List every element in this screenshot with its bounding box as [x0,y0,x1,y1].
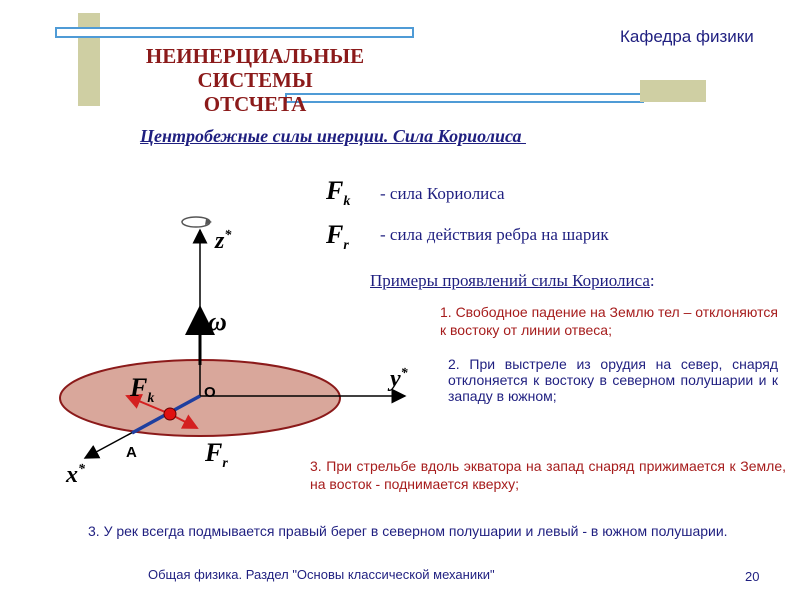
diagram-fk-label [130,373,154,407]
legend-fk-letter: F [326,176,344,205]
examples-heading-colon: : [649,271,655,290]
z-letter: z [215,228,225,254]
y-star: * [400,366,408,381]
footer-text: Общая физика. Раздел "Основы классической механики" [148,567,495,582]
subtitle: Центробежные силы инерции. Сила Кориолиса [140,126,526,146]
y-axis-label [390,366,408,393]
x-axis-label [66,462,85,489]
diagram-fk-sub: k [147,391,155,407]
example-4: 3. У рек всегда подмывается правый берег в северном полушарии и левый - в южном полушарии. [88,523,728,539]
example-1: 1. Свободное падение на Землю тел – отклоняются к востоку от линии отвеса; [440,304,778,338]
example-2: 2. При выстреле из орудия на север, снаряд отклоняется к востоку в северном полушарии и к западу в южном; [448,356,778,404]
deco-blue-bar-top [55,27,414,38]
legend-fr-text: - сила действия ребра на шарик [380,225,609,244]
diagram-fk-letter: F [130,373,148,402]
origin-label: O [204,384,216,401]
legend-fr-letter: F [326,220,344,249]
ball [164,408,176,420]
legend-fk-text: - сила Кориолиса [380,184,505,203]
omega-label: ω [208,307,227,336]
page-title-line2: ОТСЧЕТА [203,92,307,116]
z-axis-label [215,228,231,255]
diagram-fr-letter: F [205,438,223,467]
x-star: * [78,462,85,477]
rotation-arrow-icon [182,217,212,227]
point-a-label: A [126,444,137,461]
examples-heading-text: Примеры проявлений силы Кориолиса [370,271,650,290]
diagram-fr-label [205,438,228,472]
example-3: 3. При стрельбе вдоль экватора на запад снаряд прижимается к Земле, на восток - поднимается кверху; [310,458,786,492]
page-title-line1: НЕИНЕРЦИАЛЬНЫЕ СИСТЕМЫ [145,44,365,92]
y-letter: y [390,366,401,392]
deco-olive-bar-right [640,80,706,102]
x-letter: x [66,462,78,488]
legend-fk-sub: k [343,194,351,210]
z-star: * [224,228,232,243]
department-label: Кафедра физики [620,27,754,46]
page-title [110,44,400,116]
examples-heading [370,271,655,291]
diagram-fr-sub: r [222,456,228,472]
page-number: 20 [745,569,760,584]
legend-fr-sub: r [343,238,349,254]
